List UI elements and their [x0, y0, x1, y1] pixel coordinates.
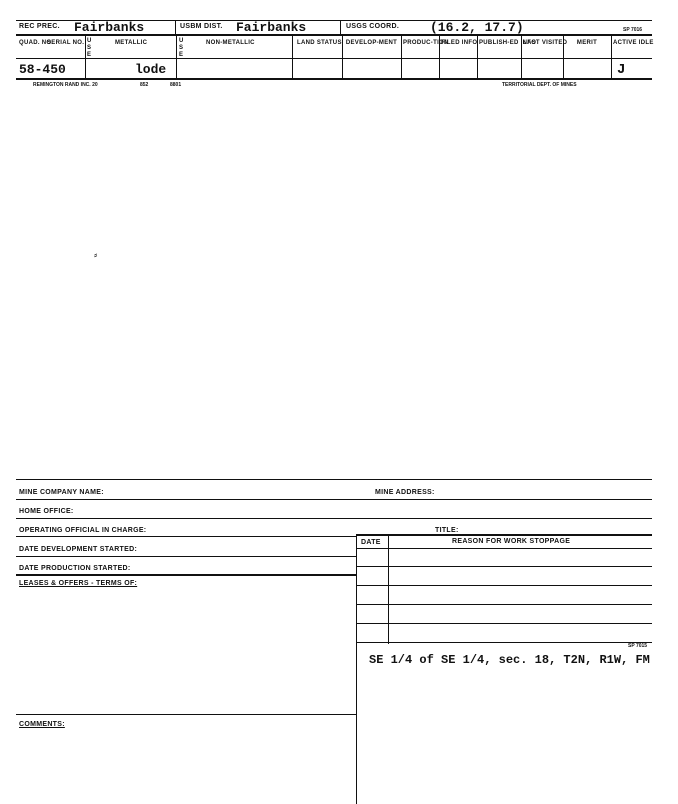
form-number-top: SP 7016 — [623, 27, 643, 33]
mine-company-name-label: MINE COMPANY NAME: — [19, 489, 104, 496]
usgs-coord-value: (16.2, 17.7) — [430, 20, 524, 35]
printer-code-2: 8801 — [170, 82, 182, 88]
use-left-header: U S E — [87, 38, 92, 58]
land-status-header: LAND STATUS — [297, 40, 342, 46]
mine-address-label: MINE ADDRESS: — [375, 489, 435, 496]
home-office-label: HOME OFFICE: — [19, 508, 74, 515]
development-header: DEVELOP-MENT — [345, 40, 398, 46]
location-description: SE 1/4 of SE 1/4, sec. 18, T2N, R1W, FM — [369, 653, 650, 667]
reason-column-header: REASON FOR WORK STOPPAGE — [452, 538, 571, 545]
active-idle-value: J — [617, 62, 626, 78]
quad-serial-value: 58-450 — [19, 62, 66, 77]
metallic-value: lode — [135, 62, 167, 77]
usbm-dist-label: USBM DIST. — [180, 23, 223, 30]
comments-label: COMMENTS: — [19, 721, 65, 728]
non-metallic-header: NON-METALLIC — [206, 40, 255, 46]
published-info-header: PUBLISH-ED INFO — [479, 40, 537, 46]
usgs-coord-label: USGS COORD. — [346, 23, 400, 30]
last-visited-header: LAST VISITED — [523, 40, 568, 46]
active-idle-header: ACTIVE IDLE — [613, 40, 654, 46]
serial-no-header: SERIAL NO. — [47, 40, 85, 46]
date-production-label: DATE PRODUCTION STARTED: — [19, 565, 131, 572]
rec-prec-label: REC PREC. — [19, 23, 60, 30]
scan-mark: ⸗ — [94, 250, 98, 261]
rec-prec-value: Fairbanks — [74, 20, 145, 35]
production-header: PRODUC-TION — [403, 40, 449, 46]
merit-header: MERIT — [576, 40, 598, 46]
date-column-header: DATE — [361, 539, 381, 546]
usbm-dist-value: Fairbanks — [236, 20, 307, 35]
quad-no-header: QUAD. NO. — [19, 40, 54, 46]
printer-imprint: REMINGTON RAND INC. 20 — [33, 82, 98, 88]
department-imprint: TERRITORIAL DEPT. OF MINES — [502, 82, 577, 88]
date-development-label: DATE DEVELOPMENT STARTED: — [19, 546, 138, 553]
form-number-bottom: SP 7015 — [628, 643, 648, 649]
leases-offers-label: LEASES & OFFERS - TERMS OF: — [19, 580, 138, 587]
title-label: TITLE: — [435, 527, 459, 534]
metallic-header: METALLIC — [115, 40, 148, 46]
operating-official-label: OPERATING OFFICIAL IN CHARGE: — [19, 527, 147, 534]
use-right-header: U S E — [179, 38, 184, 58]
printer-code-1: 852 — [140, 82, 149, 88]
filed-info-header: FILED INFO — [441, 40, 478, 46]
